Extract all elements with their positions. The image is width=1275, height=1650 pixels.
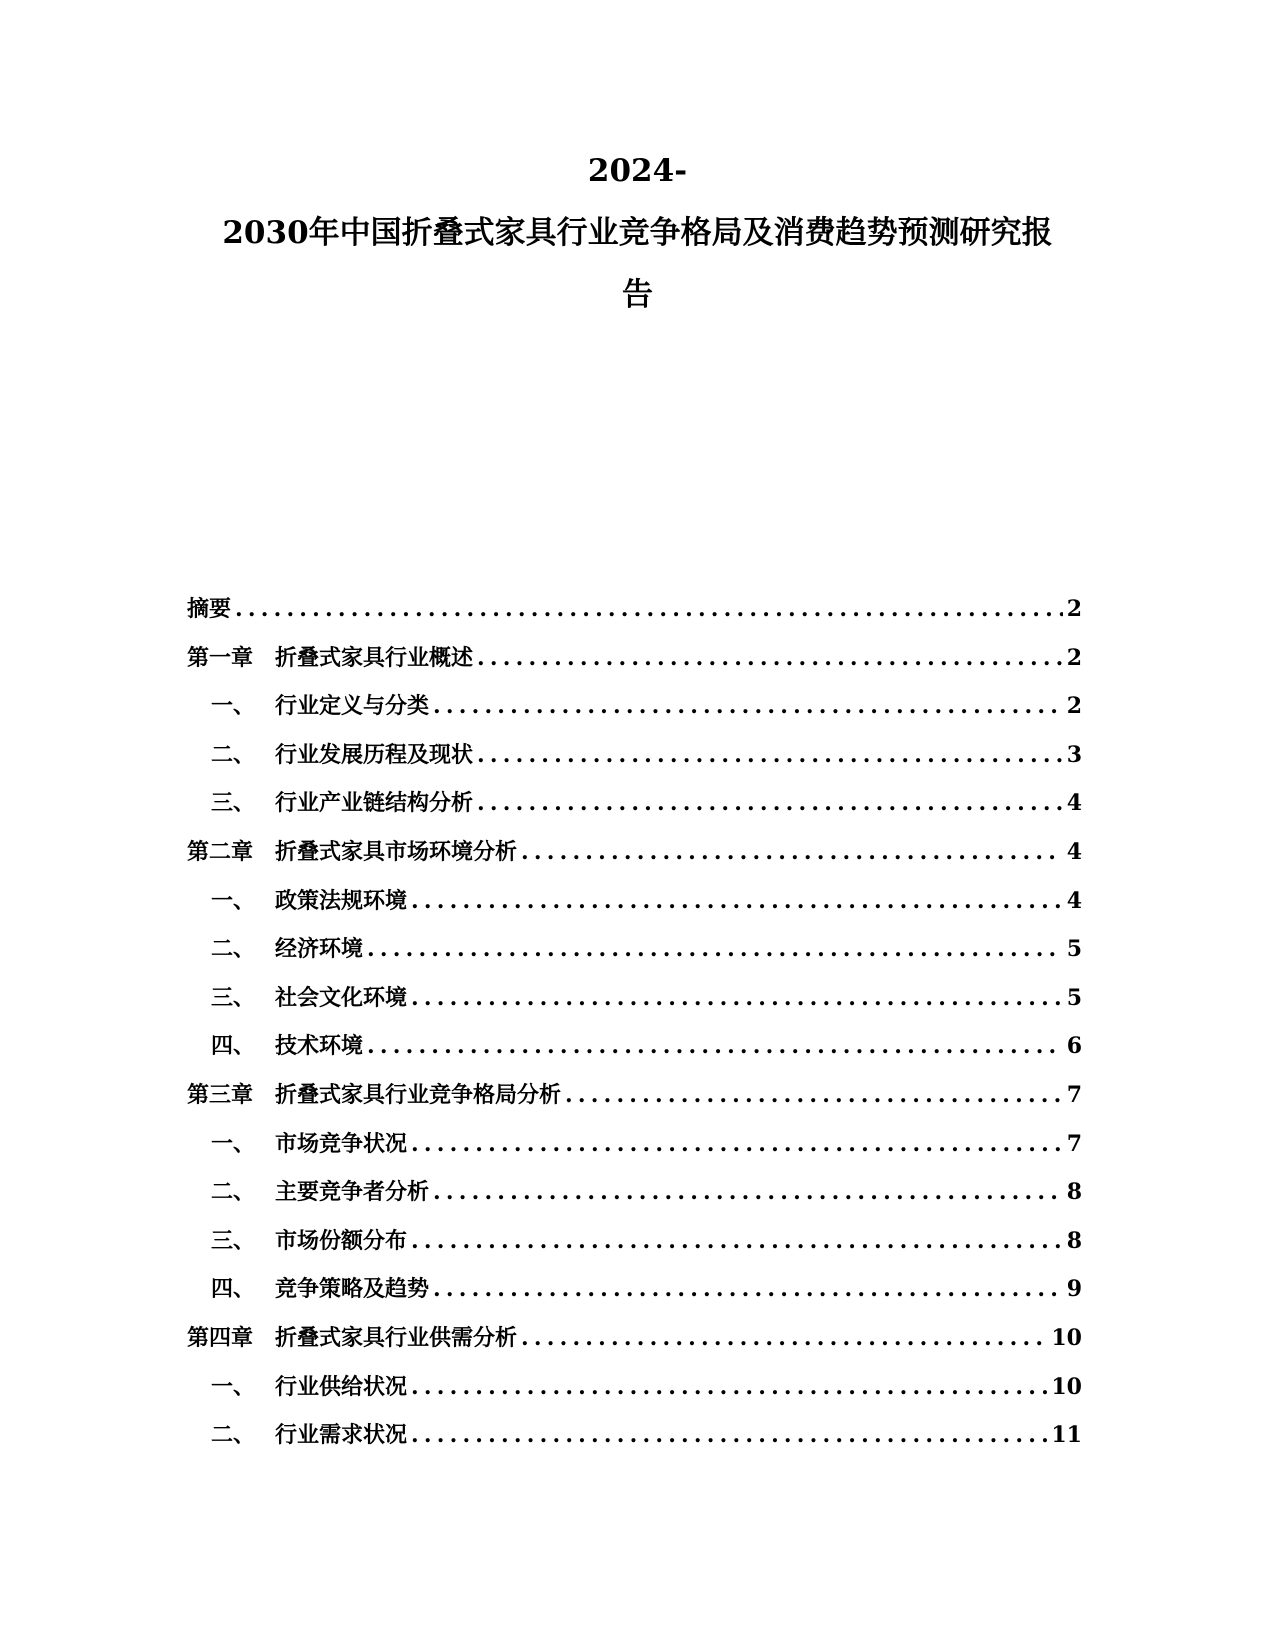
- toc-chapter-entry[interactable]: [187, 837, 1082, 886]
- toc-entry-label: 行业供给状况: [275, 1373, 408, 1400]
- toc-entry-label: 竞争策略及趋势: [275, 1276, 430, 1303]
- toc-section-entry[interactable]: [187, 1177, 1082, 1226]
- toc-entry-label: 行业需求状况: [275, 1422, 408, 1449]
- toc-dot-leader: [521, 837, 1063, 867]
- toc-entry-label: 折叠式家具行业概述: [275, 644, 474, 671]
- title-line: 2024-: [587, 153, 688, 189]
- toc-page-number: 11: [1051, 1422, 1082, 1449]
- toc-entry-number: 三、: [211, 1227, 256, 1254]
- toc-chapter-entry[interactable]: [187, 643, 1082, 692]
- toc-entry-label: 折叠式家具行业竞争格局分析: [275, 1081, 562, 1108]
- toc-entry-number: 三、: [211, 984, 256, 1011]
- toc-dot-leader: [433, 691, 1063, 721]
- toc-entry-number: 三、: [211, 790, 256, 817]
- toc-section-entry[interactable]: [187, 1274, 1082, 1323]
- toc-dot-leader: [411, 886, 1063, 916]
- document-title: [0, 140, 1275, 326]
- toc-entry-label: 主要竞争者分析: [275, 1179, 430, 1206]
- toc-section-entry[interactable]: [187, 740, 1082, 789]
- toc-entry-number: 第一章: [187, 644, 254, 671]
- toc-entry-label: 折叠式家具行业供需分析: [275, 1324, 518, 1351]
- toc-entry-number: 第四章: [187, 1324, 254, 1351]
- toc-page-number: 3: [1066, 741, 1082, 768]
- toc-page-number: 2: [1066, 644, 1082, 671]
- toc-dot-leader: [411, 1420, 1047, 1450]
- toc-chapter-entry[interactable]: [187, 1323, 1082, 1372]
- toc-section-entry[interactable]: [187, 886, 1082, 935]
- toc-entry-number: 第三章: [187, 1081, 254, 1108]
- toc-entry-label: 行业发展历程及现状: [275, 741, 474, 768]
- toc-dot-leader: [521, 1323, 1047, 1353]
- toc-entry-number: 二、: [211, 1422, 256, 1449]
- toc-entry-number: 二、: [211, 741, 256, 768]
- toc-entry-number: 一、: [211, 693, 256, 720]
- toc-dot-leader: [367, 1031, 1063, 1061]
- toc-entry-label: 市场竞争状况: [275, 1130, 408, 1157]
- toc-section-entry[interactable]: [187, 1420, 1082, 1469]
- toc-dot-leader: [411, 1372, 1047, 1402]
- toc-page-number: 5: [1066, 936, 1082, 963]
- toc-dot-leader: [411, 1129, 1063, 1159]
- title-line: 告: [622, 277, 653, 313]
- toc-entry-number: 一、: [211, 1373, 256, 1400]
- toc-page-number: 6: [1066, 1033, 1082, 1060]
- toc-section-entry[interactable]: [187, 1372, 1082, 1421]
- toc-chapter-entry[interactable]: [187, 594, 1082, 643]
- toc-entry-number: 四、: [211, 1276, 256, 1303]
- toc-entry-number: 二、: [211, 936, 256, 963]
- toc-entry-label: 社会文化环境: [275, 984, 408, 1011]
- toc-section-entry[interactable]: [187, 983, 1082, 1032]
- toc-entry-label: 行业产业链结构分析: [275, 790, 474, 817]
- toc-page-number: 8: [1066, 1227, 1082, 1254]
- toc-page-number: 10: [1051, 1373, 1082, 1400]
- toc-dot-leader: [477, 643, 1063, 673]
- toc-page-number: 9: [1066, 1276, 1082, 1303]
- toc-entry-label: 市场份额分布: [275, 1227, 408, 1254]
- toc-page-number: 7: [1066, 1130, 1082, 1157]
- toc-section-entry[interactable]: [187, 1129, 1082, 1178]
- toc-entry-label: 技术环境: [275, 1033, 364, 1060]
- toc-page-number: 8: [1066, 1179, 1082, 1206]
- toc-dot-leader: [565, 1080, 1063, 1110]
- toc-page-number: 2: [1066, 596, 1082, 622]
- toc-entry-number: 一、: [211, 887, 256, 914]
- toc-entry-label: 政策法规环境: [275, 887, 408, 914]
- toc-dot-leader: [477, 788, 1063, 818]
- toc-page-number: 7: [1066, 1081, 1082, 1108]
- toc-page-number: 5: [1066, 984, 1082, 1011]
- toc-page-number: 4: [1066, 790, 1082, 817]
- toc-page-number: 2: [1066, 693, 1082, 720]
- toc-entry-number: 四、: [211, 1033, 256, 1060]
- toc-section-entry[interactable]: [187, 1226, 1082, 1275]
- toc-dot-leader: [367, 934, 1063, 964]
- toc-section-entry[interactable]: [187, 788, 1082, 837]
- toc-page-number: 4: [1066, 838, 1082, 865]
- title-line: 2030年中国折叠式家具行业竞争格局及消费趋势预测研究报: [222, 215, 1053, 251]
- toc-section-entry[interactable]: [187, 934, 1082, 983]
- toc-dot-leader: [235, 594, 1063, 624]
- toc-entry-label: 经济环境: [275, 936, 364, 963]
- toc-dot-leader: [477, 740, 1063, 770]
- toc-page-number: 10: [1051, 1324, 1082, 1351]
- toc-chapter-entry[interactable]: [187, 1080, 1082, 1129]
- toc-entry-label: 折叠式家具市场环境分析: [275, 838, 518, 865]
- toc-page-number: 4: [1066, 887, 1082, 914]
- toc-dot-leader: [433, 1274, 1063, 1304]
- table-of-contents: [187, 594, 1082, 1469]
- toc-dot-leader: [411, 983, 1063, 1013]
- toc-entry-label: 摘要: [187, 596, 232, 622]
- toc-entry-number: 二、: [211, 1179, 256, 1206]
- toc-section-entry[interactable]: [187, 691, 1082, 740]
- toc-entry-number: 第二章: [187, 838, 254, 865]
- toc-entry-number: 一、: [211, 1130, 256, 1157]
- toc-dot-leader: [411, 1226, 1063, 1256]
- toc-entry-label: 行业定义与分类: [275, 693, 430, 720]
- toc-dot-leader: [433, 1177, 1063, 1207]
- toc-section-entry[interactable]: [187, 1031, 1082, 1080]
